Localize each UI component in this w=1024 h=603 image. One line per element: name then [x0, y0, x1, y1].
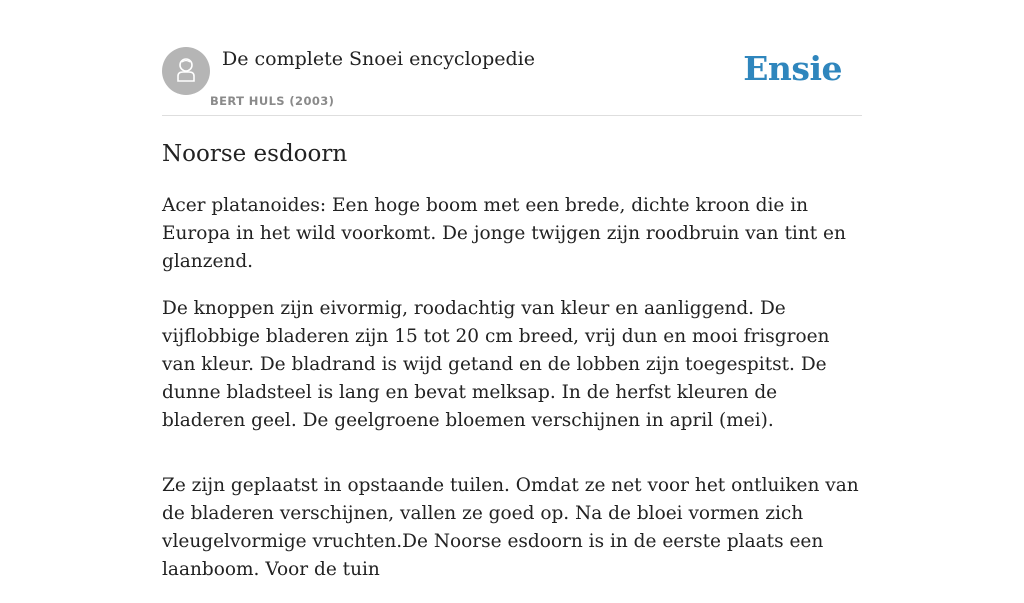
author-avatar[interactable] [162, 47, 210, 95]
book-title[interactable]: De complete Snoei encyclopedie [222, 48, 535, 70]
article-title: Noorse esdoorn [162, 141, 348, 167]
article-paragraph: De knoppen zijn eivormig, roodachtig van kleur en aanliggend. De vijflobbige bladeren zijn 15 tot 20 cm breed, vrij dun en mooi frisgroen van kleur. De bladrand is wijd getand en de lobben zijn toegespitst. De dunne bladsteel is lang en bevat melksap. In de herfst kleuren de bladeren geel. De geelgroene bloemen verschijnen in april (mei). [162, 298, 830, 431]
author-byline[interactable]: BERT HULS (2003) [210, 94, 335, 108]
article-body [162, 138, 862, 603]
brand-logo[interactable]: Ensie [743, 49, 842, 88]
article-paragraph: Acer platanoides: Een hoge boom met een brede, dichte kroon die in Europa in het wild voorkomt. De jonge twijgen zijn roodbruin van tint en glanzend. [162, 195, 846, 272]
article-paragraph: Ze zijn geplaatst in opstaande tuilen. Omdat ze net voor het ontluiken van de bladeren verschijnen, vallen ze goed op. Na de bloei vormen zich vleugelvormige vruchten.De Noorse esdoorn is in de eerste plaats een laanboom. Voor de tuin [162, 475, 859, 580]
article-header [162, 44, 862, 116]
user-placeholder-icon [162, 47, 210, 95]
